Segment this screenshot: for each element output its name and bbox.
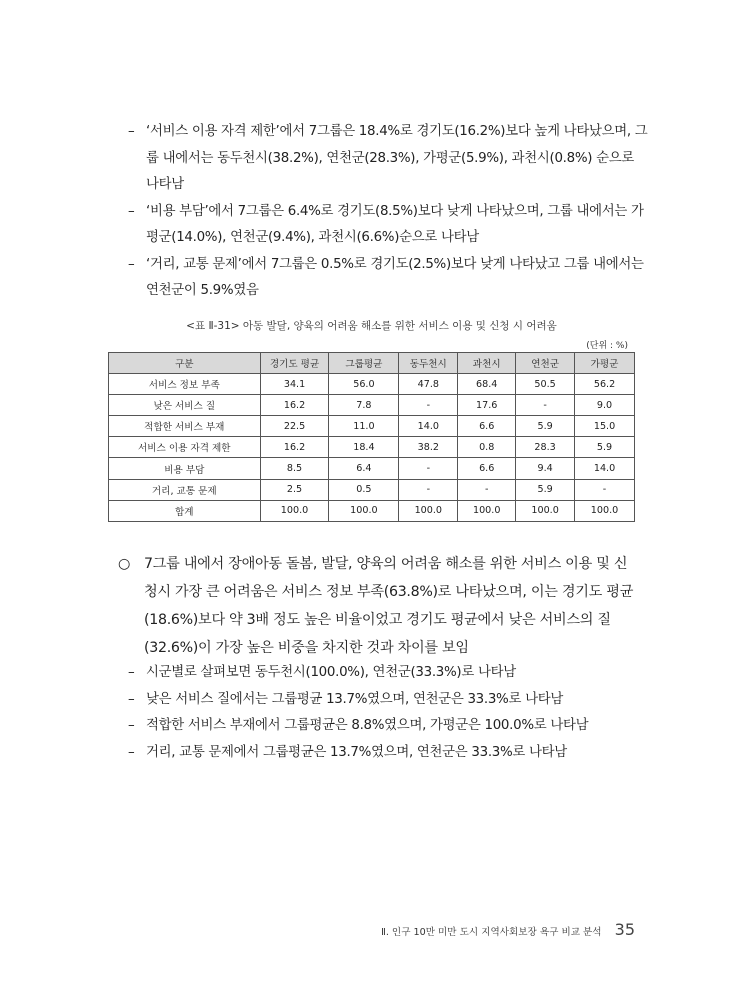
table-cell: 14.0 bbox=[575, 458, 635, 479]
dash-marker: – bbox=[128, 718, 135, 733]
header-cell: 가평군 bbox=[575, 353, 635, 374]
bullet-item bbox=[128, 740, 648, 767]
table-cell: 47.8 bbox=[399, 374, 458, 395]
table-cell: 100.0 bbox=[399, 500, 458, 521]
table-cell: 11.0 bbox=[329, 416, 399, 437]
bullet-list-bottom bbox=[128, 660, 648, 766]
header-cell: 동두천시 bbox=[399, 353, 458, 374]
table-cell: 34.1 bbox=[260, 374, 329, 395]
bullet-item bbox=[128, 119, 648, 199]
table-cell: 6.6 bbox=[458, 458, 516, 479]
table-cell: 28.3 bbox=[516, 437, 575, 458]
table-cell: - bbox=[516, 395, 575, 416]
bullet-item bbox=[128, 713, 648, 740]
table-cell: 100.0 bbox=[575, 500, 635, 521]
table-cell: 합계 bbox=[109, 500, 261, 521]
page-number: 35 bbox=[614, 920, 635, 939]
table-cell: 38.2 bbox=[399, 437, 458, 458]
table-cell: 100.0 bbox=[329, 500, 399, 521]
circle-marker-icon: ○ bbox=[118, 556, 131, 572]
dash-marker: – bbox=[128, 665, 135, 680]
table-cell: 100.0 bbox=[260, 500, 329, 521]
dash-marker: – bbox=[128, 256, 135, 272]
bullet-list-top bbox=[128, 119, 648, 305]
bullet-text: 시군별로 살펴보면 동두천시(100.0%), 연천군(33.3%)로 나타남 bbox=[146, 665, 516, 680]
bullet-item bbox=[128, 660, 648, 687]
footer-chapter-title: Ⅱ. 인구 10만 미만 도시 지역사회보장 욕구 비교 분석 bbox=[381, 927, 602, 938]
table-cell: 50.5 bbox=[516, 374, 575, 395]
table-cell: - bbox=[399, 479, 458, 500]
header-cell: 연천군 bbox=[516, 353, 575, 374]
table-cell: 56.2 bbox=[575, 374, 635, 395]
table-cell: 16.2 bbox=[260, 437, 329, 458]
table-cell: 56.0 bbox=[329, 374, 399, 395]
table-cell: 16.2 bbox=[260, 395, 329, 416]
table-row bbox=[109, 479, 635, 500]
header-cell: 과천시 bbox=[458, 353, 516, 374]
page-footer bbox=[300, 920, 635, 939]
data-table bbox=[108, 352, 635, 522]
circle-bullet-block bbox=[118, 550, 638, 662]
table-cell: - bbox=[399, 458, 458, 479]
bullet-item bbox=[128, 199, 648, 252]
table-cell: 6.4 bbox=[329, 458, 399, 479]
bullet-text: ‘거리, 교통 문제’에서 7그룹은 0.5%로 경기도(2.5%)보다 낮게 나타났고 그룹 내에서는 연천군이 5.9%였음 bbox=[146, 256, 644, 298]
dash-marker: – bbox=[128, 744, 135, 760]
circle-bullet-text: 7그룹 내에서 장애아동 돌봄, 발달, 양육의 어려움 해소를 위한 서비스 이용 및 신청시 가장 큰 어려움은 서비스 정보 부족(63.8%)로 나타났으며, 이는 경기도 평균(18.6%)보다 약 3배 정도 높은 비율이었고 경기도 평균에서 낮은 서비스의 질(32.6%)이 가장 높은 비중을 차지한 것과 차이를 보임 bbox=[144, 556, 634, 656]
table-caption: <표 Ⅱ-31> 아동 발달, 양육의 어려움 해소를 위한 서비스 이용 및 신청 시 어려움 bbox=[186, 320, 557, 332]
table-unit: (단위 : %) bbox=[586, 341, 628, 351]
table-cell: 0.8 bbox=[458, 437, 516, 458]
table-cell: 5.9 bbox=[575, 437, 635, 458]
table-cell: 적합한 서비스 부재 bbox=[109, 416, 261, 437]
header-cell: 경기도 평균 bbox=[260, 353, 329, 374]
table-cell: 18.4 bbox=[329, 437, 399, 458]
table-cell: 7.8 bbox=[329, 395, 399, 416]
table-row bbox=[109, 395, 635, 416]
table-cell: - bbox=[458, 479, 516, 500]
table-header-row bbox=[109, 353, 635, 374]
table-cell: 68.4 bbox=[458, 374, 516, 395]
table-cell: 비용 부담 bbox=[109, 458, 261, 479]
table-cell: 100.0 bbox=[458, 500, 516, 521]
table-cell: 2.5 bbox=[260, 479, 329, 500]
table-cell: - bbox=[399, 395, 458, 416]
table-cell: 5.9 bbox=[516, 479, 575, 500]
circle-bullet-item bbox=[118, 550, 638, 662]
table-cell: 9.4 bbox=[516, 458, 575, 479]
bullet-text: 낮은 서비스 질에서는 그룹평균 13.7%였으며, 연천군은 33.3%로 나타남 bbox=[146, 691, 563, 707]
header-cell: 그룹평균 bbox=[329, 353, 399, 374]
table-cell: 8.5 bbox=[260, 458, 329, 479]
bullet-item bbox=[128, 252, 648, 305]
table-cell: 거리, 교통 문제 bbox=[109, 479, 261, 500]
table-cell: 14.0 bbox=[399, 416, 458, 437]
table-cell: 낮은 서비스 질 bbox=[109, 395, 261, 416]
table-cell: 15.0 bbox=[575, 416, 635, 437]
table-row bbox=[109, 416, 635, 437]
bullet-text: 거리, 교통 문제에서 그룹평균은 13.7%였으며, 연천군은 33.3%로 나타남 bbox=[146, 744, 567, 760]
table-cell: 서비스 정보 부족 bbox=[109, 374, 261, 395]
table-cell: 17.6 bbox=[458, 395, 516, 416]
bullet-text: ‘비용 부담’에서 7그룹은 6.4%로 경기도(8.5%)보다 낮게 나타났으며, 그룹 내에서는 가평군(14.0%), 연천군(9.4%), 과천시(6.6%)순으로 나타남 bbox=[146, 203, 644, 245]
dash-marker: – bbox=[128, 203, 135, 219]
bullet-item bbox=[128, 687, 648, 714]
table-cell: 100.0 bbox=[516, 500, 575, 521]
table-row bbox=[109, 374, 635, 395]
table-cell: 22.5 bbox=[260, 416, 329, 437]
table-cell: - bbox=[575, 479, 635, 500]
table-cell: 9.0 bbox=[575, 395, 635, 416]
table-total-row bbox=[109, 500, 635, 521]
bullet-text: ‘서비스 이용 자격 제한’에서 7그룹은 18.4%로 경기도(16.2%)보다 높게 나타났으며, 그룹 내에서는 동두천시(38.2%), 연천군(28.3%), 가평군(5.9%), 과천시(0.8%) 순으로 나타남 bbox=[146, 124, 648, 192]
table-row bbox=[109, 458, 635, 479]
dash-marker: – bbox=[128, 691, 135, 707]
table-cell: 6.6 bbox=[458, 416, 516, 437]
header-cell: 구분 bbox=[109, 353, 261, 374]
bullet-text: 적합한 서비스 부재에서 그룹평균은 8.8%였으며, 가평군은 100.0%로 나타남 bbox=[146, 718, 589, 733]
table-cell: 서비스 이용 자격 제한 bbox=[109, 437, 261, 458]
table-cell: 5.9 bbox=[516, 416, 575, 437]
table-cell: 0.5 bbox=[329, 479, 399, 500]
table-row bbox=[109, 437, 635, 458]
dash-marker: – bbox=[128, 124, 135, 139]
